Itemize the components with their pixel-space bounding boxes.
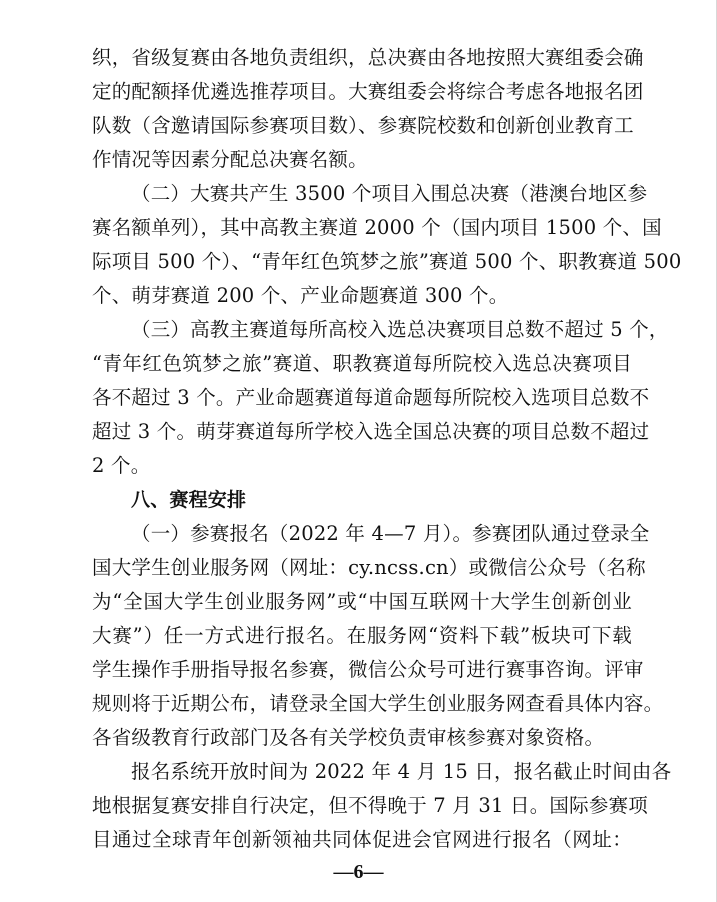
text-line: 大赛”）任一方式进行报名。在服务网“资料下载”板块可下载	[92, 624, 632, 647]
page-number: —6—	[333, 861, 384, 883]
text-line: 作情况等因素分配总决赛名额。	[92, 148, 368, 171]
paragraph-start-line: 报名系统开放时间为 2022 年 4 月 15 日，报名截止时间由各	[131, 760, 672, 783]
text-line: “青年红色筑梦之旅”赛道、职教赛道每所院校入选总决赛项目	[92, 352, 632, 375]
section-heading: 八、赛程安排	[131, 489, 247, 511]
text-line: 个、萌芽赛道 200 个、产业命题赛道 300 个。	[92, 284, 509, 307]
paragraph-start-line: （三）高教主赛道每所高校入选总决赛项目总数不超过 5 个，	[131, 318, 669, 341]
text-line: 地根据复赛安排自行决定，但不得晚于 7 月 31 日。国际参赛项	[92, 794, 648, 817]
text-line: 定的配额择优遴选推荐项目。大赛组委会将综合考虑各地报名团	[92, 80, 644, 103]
text-line: 赛名额单列），其中高教主赛道 2000 个（国内项目 1500 个、国	[92, 216, 662, 239]
text-line: 超过 3 个。萌芽赛道每所学校入选全国总决赛的项目总数不超过	[92, 420, 650, 443]
text-line: 规则将于近期公布，请登录全国大学生创业服务网查看具体内容。	[92, 692, 664, 715]
text-line: 为“全国大学生创业服务网”或“中国互联网十大学生创新创业	[92, 590, 632, 613]
text-line: 各省级教育行政部门及各有关学校负责审核参赛对象资格。	[92, 726, 605, 749]
text-line: 际项目 500 个）、“青年红色筑梦之旅”赛道 500 个、职教赛道 500	[92, 250, 682, 273]
text-line: 织，省级复赛由各地负责组织，总决赛由各地按照大赛组委会确	[92, 46, 644, 69]
text-line: 国大学生创业服务网（网址：cy.ncss.cn）或微信公众号（名称	[92, 556, 646, 579]
text-line: 学生操作手册指导报名参赛，微信公众号可进行赛事咨询。评审	[92, 658, 644, 681]
text-line: 各不超过 3 个。产业命题赛道每道命题每所院校入选项目总数不	[92, 386, 650, 409]
paragraph-start-line: （一）参赛报名（2022 年 4—7 月）。参赛团队通过登录全	[131, 522, 650, 545]
paragraph-start-line: （二）大赛共产生 3500 个项目入围总决赛（港澳台地区参	[131, 182, 648, 205]
text-line: 2 个。	[92, 454, 151, 477]
text-line: 目通过全球青年创新领袖共同体促进会官网进行报名（网址：	[92, 828, 632, 851]
text-line: 队数（含邀请国际参赛项目数）、参赛院校数和创新创业教育工	[92, 114, 634, 137]
